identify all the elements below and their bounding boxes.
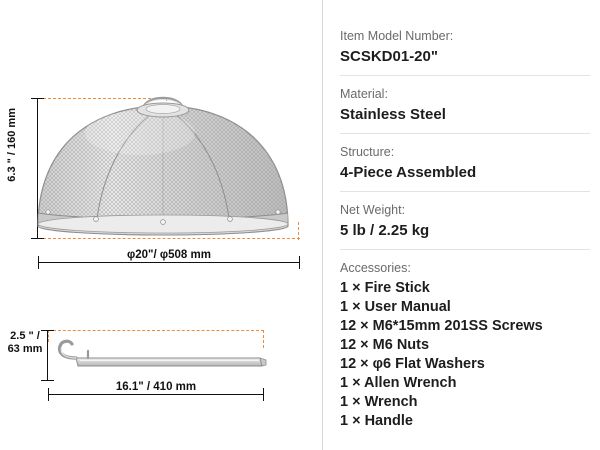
spec-model-number [340, 28, 590, 76]
spec-material-label: Material: [340, 87, 388, 101]
specifications-panel [340, 28, 590, 450]
spec-structure-value: 4-Piece Assembled [340, 164, 477, 181]
list-item: 1 × Allen Wrench [340, 375, 457, 391]
stick-height-label [4, 330, 46, 356]
guide-bottom-dashed [38, 238, 300, 239]
spec-structure [340, 144, 590, 192]
spec-material [340, 86, 590, 134]
list-item: 12 × M6*15mm 201SS Screws [340, 318, 543, 334]
spec-material-value: Stainless Steel [340, 106, 446, 123]
list-item: 12 × M6 Nuts [340, 337, 430, 353]
dome-height-text: 6.3 " / 160 mm [6, 108, 18, 182]
spec-structure-label: Structure: [340, 145, 395, 159]
spec-accessories [340, 260, 590, 440]
dome-height-label [6, 108, 28, 182]
spec-net-weight-label: Net Weight: [340, 203, 406, 217]
accessories-list [340, 279, 590, 431]
fire-stick-illustration [48, 330, 268, 378]
spec-net-weight-value: 5 lb / 2.25 kg [340, 222, 430, 239]
spec-model-number-value: SCSKD01-20" [340, 48, 438, 65]
list-item: 1 × User Manual [340, 299, 451, 315]
list-item: 12 × φ6 Flat Washers [340, 356, 485, 372]
list-item: 1 × Fire Stick [340, 280, 430, 296]
dim-height-cap-bottom [31, 238, 44, 239]
list-item: 1 × Handle [340, 413, 413, 429]
spec-accessories-label: Accessories: [340, 261, 411, 275]
list-item: 1 × Wrench [340, 394, 418, 410]
panel-divider [322, 0, 323, 450]
spec-net-weight [340, 202, 590, 250]
stick-height-text-1: 2.5 " / [10, 330, 40, 342]
spec-model-number-label: Item Model Number: [340, 29, 454, 43]
stick-height-text-2: 63 mm [7, 343, 43, 355]
fire-pit-screen-illustration [30, 88, 295, 238]
dome-diameter-label: φ20"/ φ508 mm [127, 249, 211, 261]
stick-length-label: 16.1" / 410 mm [115, 381, 197, 393]
dim-stick-length-line [48, 394, 264, 395]
dim-diameter-line [38, 262, 300, 263]
guide-right-vertical-dashed [298, 222, 299, 240]
